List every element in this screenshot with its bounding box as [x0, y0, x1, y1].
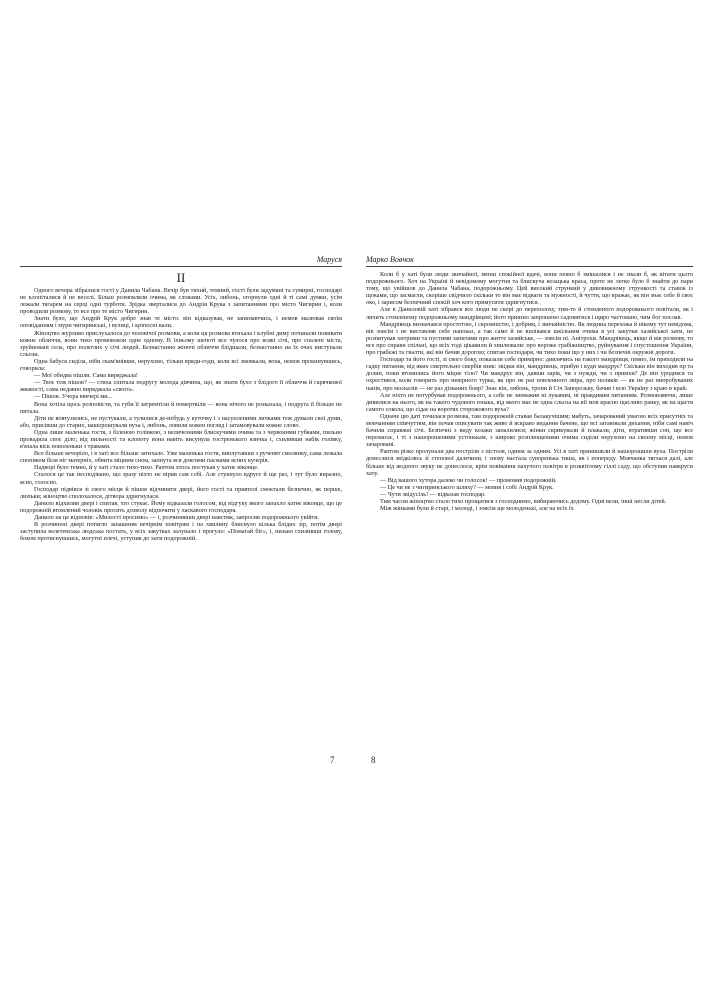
page-number-right: 8	[371, 755, 376, 765]
paragraph: Господар та його гості, зі свого боку, показали себе примірно: дивлячись на такого мандрівця, певно, їм приходили на гадку питання, від яких смертельно свербів язик: звідки він, мандрівець, прибув і куди мандрує? Скільки він виходив пр та долин, поки втомились його міцне тіло? Чи мандрує він, давши зарік, чи з нужди, чи з примхи? Де він уродився та охрестився, коли говорить про невірного турка, як про не раз повленного звіра, про поляків — як не раз випробуваних панів, про москалів — не раз дізнаних бояр? Знає він, либонь, тропи й Січ Запорозьку, бачив і всю Україну з краю в край.	[366, 356, 693, 392]
paragraph: Вона хотіла щось розповісти, та губи її затремтіли й помертвіли — вона нічого не розказала, і подруга її більше не питала.	[20, 400, 342, 415]
running-head-left: Маруся	[20, 255, 342, 267]
paragraph: Господар підвівся зі свого місця й пішов відчинити двері, його гості та приятелі смоктали безпечно, як перше, люльки; жіноцтво сполохалося, дітвора здригнулася.	[20, 485, 342, 500]
paragraph: — Чути звідусіль! — відказав господар.	[380, 490, 486, 498]
chapter-heading: II	[176, 270, 186, 285]
paragraph: Сталося це так несподівано, що зразу ніхто не вірив сам собі. Але стукнуло вдруге й ще раз, і тут було виразно, ясно, голосно.	[20, 471, 342, 486]
left-body-text	[20, 287, 342, 542]
paragraph: Одна лише маленька гостя, з біленою голівкою, з величезними блискучими очима та з червоними губками, пильно провадила своє діло; від пильності та клопоту вона навіть висунула гостренького язичка і, схиливши набік голівку, в'язала віск поволеньки з травами.	[20, 428, 342, 451]
paragraph: В розчинені двері потягло запашним вечірнім повітрям і на хвилину блиснуло кілька блідих зір, потім двері заступила велетенська людська постать, у всіх закутках залунало і прогуло: «Помагай біг», і, низько схиливши голову, боком протиснувшись, могутні плечі, уступив до хати подорожній.	[20, 521, 342, 543]
paragraph: Коли б у хаті були люди звичайної, менш спокійної вдачі, вони певно б змішалися і не знали б, як вітати цього подорожнього. Хоч на Україні й невідомому могутня та блискуча козацька краса, проте не легко було б знайти до пари тому, що увійшов до Данила Чабана, подорожньому. Цей високий стрункий у дивовижному стрункості та ставок із щоками, що засмагли, скоріше свідчило скільки то він має відваги та мужності, й чуття, що вражає, як він знає себе й своє око, і зарисом безпечний спокій хоч кого примусити здригнутися.	[366, 271, 693, 307]
running-head-right: Марко Вовчок	[366, 255, 693, 267]
paragraph: Раптом різко пролунали два постріли з пістоля, одним за одним. Усі в хаті принишкли й нашорошили вуха. Постріли донеслися звідкілясь зі степової далечини, і знову настала суворенька тиша, як і попереду. Мовчанка тяглася далі, але більше від жодного звуку не донеслося, крім повівання пахучого повітря в розквітлому гіллі саду, що обступив навкруги хату.	[366, 448, 693, 477]
paragraph: — Від вашого хутора далеко чи голосок! — промовив подорожній.	[380, 476, 557, 484]
right-page	[366, 255, 693, 765]
paragraph: Знати було, що Андрій Крук добре знав те місто: він відказував, не запинаючись, і немов малював своїм оповіданням і мури чигиринські, і вулиці, і кріпосні вали.	[20, 315, 342, 330]
paragraph: Данило на це відповів: «Милості просимо» — і, розчинивши двері навстяж, запросив подорожнього увійти.	[34, 514, 320, 521]
paragraph: Данило відхилив двері і спитав, хто стукає. Йому відказали голосом, від відгуку якого запахло хатнє віконце, що це подорожній втомлений чоловік просить дозволу відпочити у ласкавого господаря.	[20, 499, 342, 514]
left-page	[20, 255, 342, 765]
paragraph: Діти не вовтузились, не пустували, а тулилися де-небудь у куточку і з насупленими личками теж думали свої думи, або, присівши до старих, нашорошували вуха і, либонь, ловили кожен погляд і затамовували кожне слово.	[20, 414, 342, 429]
page-number-left: 7	[330, 755, 335, 765]
paragraph: Надворі було темно, й у хаті стало тихо-тихо. Раптом хтось постукав у хатнє віконце.	[34, 464, 259, 472]
paragraph: Все більше вечоріло, і в хаті все більше затихало. Уже маленька гостя, виплутавши з рученят смолянку, сама лежала снопиком біля ніг матерніх, обвита міцним сном, запнута вся довгими пасмами ясних кучерів.	[20, 450, 342, 465]
paragraph: — Це чи не з чигиринського шляху? — мовив і собі Андрій Крук.	[380, 483, 554, 491]
paragraph: Одначе цю даті точилася розмова, там подорожній ставав балакучішим; мабуть, зачарований увагою всіх присутніх та мовчанням співчуттям, він почав описувати так живо й яскраво видання бачене, що всі затаювали дихання, ніби самі навіч бачили справжні січі. Безпечні з виду козаки запалилися; жінки скрикували й плакали, діти, втративши сон, що все перемагає, і ті з нашорошеними устонькам, з широко розплющеними очима сиділи нерухомо на своєму місці, немов зачаровані.	[366, 412, 693, 449]
paragraph: Жіноцтво журливо прислухалося до чоловічої розмови, а коли ця розмова втихала і клубні диму починали повивати кожне обличчя, вони тихо промовляли одне одному. В їхньому шепоті все чулося про всякі січі, про спалені міста, зруйновані села, про полеглих у січі людей. Безнастанно жіночі обличчя блідшали, безнастанно на їх очах виступали сльози.	[20, 329, 342, 358]
paragraph: — Пішов. Учора ввечері ми...	[34, 393, 113, 401]
paragraph: Але в Даниловій хаті зібрався все люди не скорі до переполоху, тим-то й стомленого подорожнього повітали, як і личить стомленому подорожньому мандрівцеві; його приязно запрошено садовитися і щиро частовано, чим бог послав.	[366, 306, 693, 321]
paragraph: Але ніхто не потурбував подорожнього, а себе не зневажив ні лукавим, ні правдивим питанням. Розмовляючи, лише дивилися на нього, як на такого чудового юнака, від якого має не одна сльоза на вії мов красно щасливо ранку, як на щастя самого сокола, що сідає на воротях сторожового вуха?	[366, 391, 693, 413]
paragraph: — Твоє теж пішов? — стиха спитала подругу молода дівчина, що, як знати було з блідого її обличчя й гарячкової жвавості, сама недавно виряджала «свого».	[20, 379, 342, 394]
paragraph: Одного вечора зібралися гості у Данила Чабана. Вечір був тихий, темний, гості були задумані та сумирні, господарі не клопіталися й не веселі. Більш розмовляли очима, як словами. Усіх, либонь, огорнули одні й ті самі думки, усім лежали тягарем на серці одні турботи. Зрідка зверталися до Андрія Крука з запитаннями про місто Чигирин і, коли проводили розмову, то все про те місто Чигирин.	[20, 287, 342, 316]
paragraph: Тим часом жіноцтво стало тихо прощатися з господинею, вибираючись додому. Одні вели, інші несли дітей.	[380, 498, 667, 505]
paragraph: Мандрівець визначався простотою, і скромністю, і добрим, і звичайністю. Як людина перехожа й нікому тут невідома, вів зовсім і не виставляв себе напоказ, а так само й не вплівався шкільним очима в усі закутки хазяйської хати, не розпитував хитрими та пустими запитами про житте хазяйське, — зовсім ні. Анітрохи. Мандрівець, якщо й вів розмову, то все про справи спільні, що всіх тоді цікавили й хвилювали: про вороже грабіжництво, руйнування і спустошення України, про грабежі та гвалти, які він бачив дорогою; спитав господаря, чи тихо поки що у них і чи безпечні окружні дороги.	[366, 320, 693, 357]
right-body-text	[366, 271, 693, 512]
paragraph: Між жінками були й старі, і молоді, і зовсім ще молоденькі, але на всіх їх	[380, 505, 574, 513]
paragraph: Одна бабуся сиділа, ніби скам'янівши, нерухомо, тільки вряди-годи, коли всі змовкали, вона, немов прокинувшись, говорила:	[20, 357, 342, 373]
paragraph: — Мої обидва пішли. Сама виряджала!	[34, 372, 138, 380]
